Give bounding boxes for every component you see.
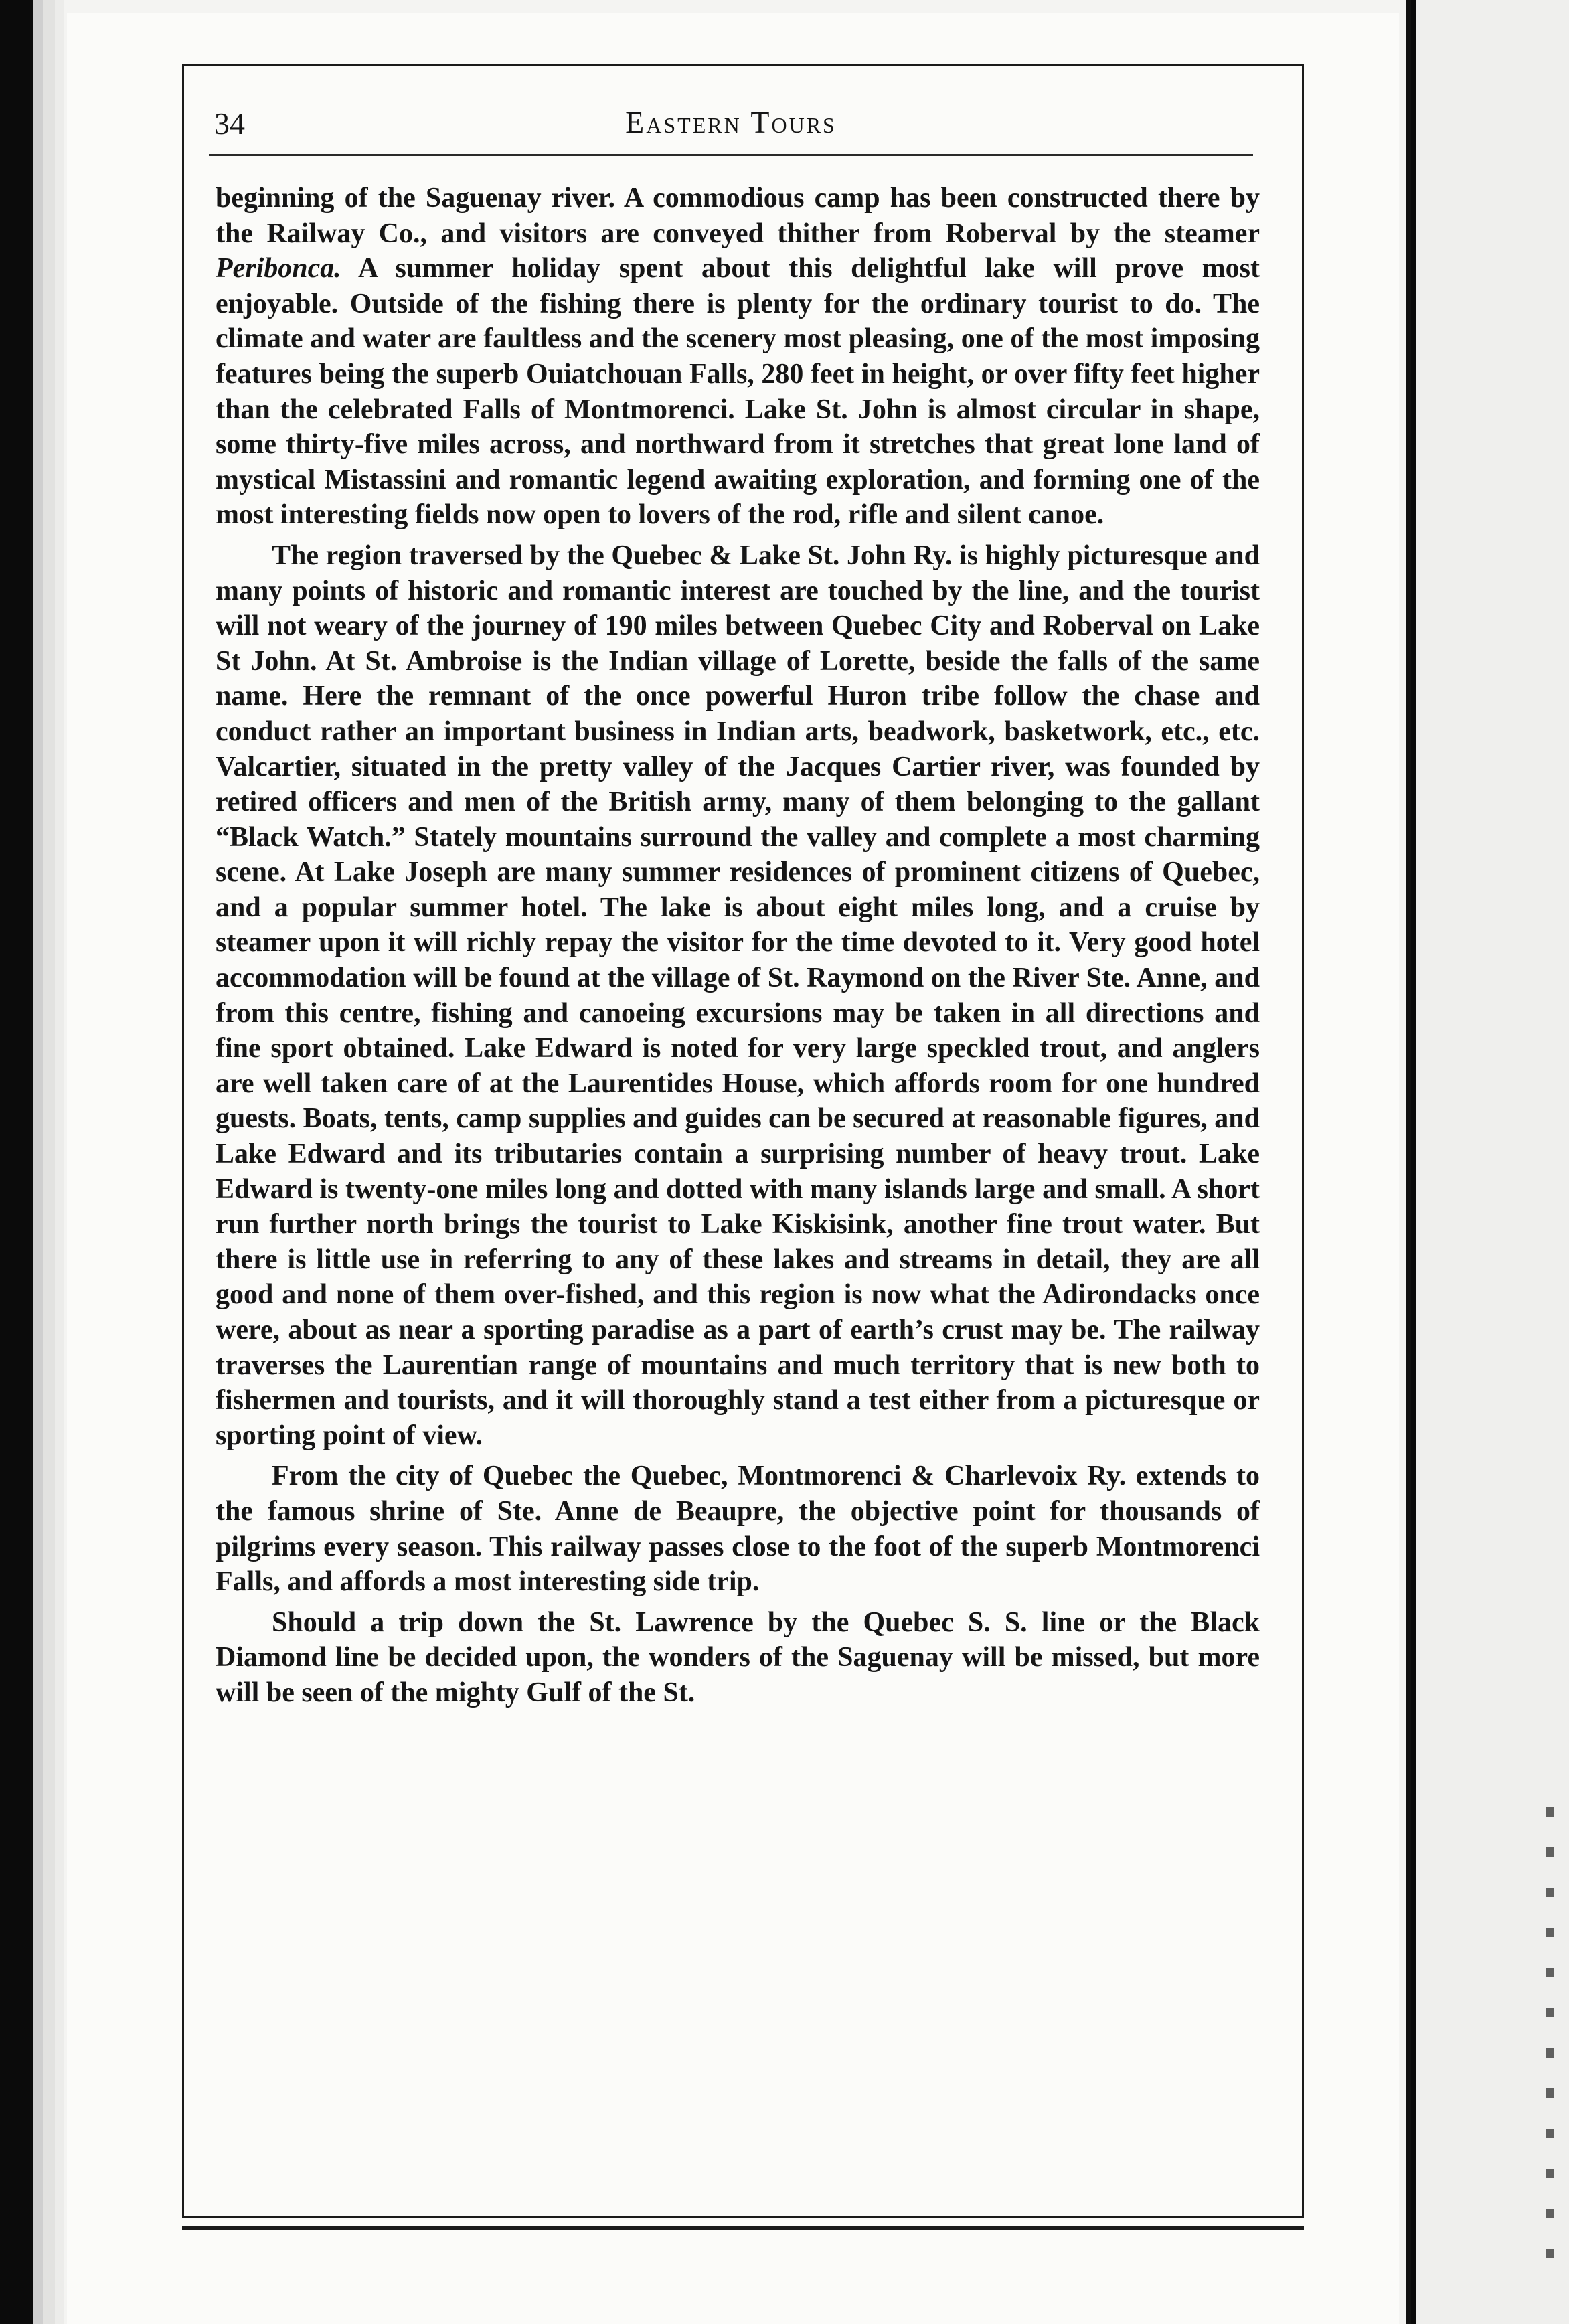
paragraph-text: beginning of the Saguenay river. A commodious camp has been constructed there by the Railway Co., and visitors are conveyed thither from Roberval by the steamer <box>216 183 1260 249</box>
italic-text: Peribonca. <box>216 253 341 284</box>
paragraph-text: The region traversed by the Quebec & Lake St. John Ry. is highly picturesque and many points of historic and romantic interest are touched by the line, and the tourist will not weary of the journey of 190 miles between Quebec City and Roberval on Lake St John. At St. Ambroise is the Indian village of Lorette, beside the falls of the same name. Here the remnant of the once powerful Huron tribe follow the chase and conduct rather an important business in Indian arts, beadwork, basketwork, etc., etc. Valcartier, situated in the pretty valley of the Jacques Cartier river, was founded by retired officers and men of the British army, many of them belonging to the gallant “Black Watch.” Stately mountains surround the valley and complete a most charming scene. At Lake Joseph are many summer residences of prominent citizens of Quebec, and a popular summer hotel. The lake is about eight miles long, and a cruise by steamer upon it will richly repay the visitor for the time devoted to it. Very good hotel accommodation will be found at the village of St. Raymond on the River Ste. Anne, and from this centre, fishing and canoeing excursions may be taken in all directions and fine sport obtained. Lake Edward is noted for very large speckled trout, and anglers are well taken care of at the Laurentides House, which affords room for one hundred guests. Boats, tents, camp supplies and guides can be secured at reasonable figures, and Lake Edward and its tributaries contain a surprising number of heavy trout. Lake Edward is twenty-one miles long and dotted with many islands large and small. A short run further north brings the tourist to Lake Kiskisink, another fine trout water. But there is little use in referring to any of these lakes and streams in detail, they are all good and none of them over-fished, and this region is now what the Adirondacks once were, about as near a sporting paradise as a part of earth’s crust may be. The railway traverses the Laurentian range of mountains and much territory that is new both to fishermen and tourists, and it will thoroughly stand a test either from a picturesque or sporting point of view. <box>216 540 1260 1451</box>
page-number: 34 <box>214 106 245 141</box>
header-rule <box>209 154 1253 156</box>
book-gutter <box>1406 0 1411 2324</box>
paragraph <box>216 538 1260 1453</box>
paragraph <box>216 1459 1260 1599</box>
paragraph-text: From the city of Quebec the Quebec, Montmorenci & Charlevoix Ry. extends to the famous shrine of Ste. Anne de Beaupre, the objective point for thousands of pilgrims every season. This railway passes close to the foot of the superb Montmorenci Falls, and affords a most interesting side trip. <box>216 1461 1260 1598</box>
page-header <box>209 100 1253 154</box>
facing-page-marks <box>1546 1807 1554 2276</box>
paragraph-text: Should a trip down the St. Lawrence by the Quebec S. S. line or the Black Diamond line be decided upon, the wonders of the Saguenay will be missed, but more will be seen of the mighty Gulf of the St. <box>216 1606 1260 1708</box>
paragraph <box>216 1605 1260 1711</box>
paragraph-text: A summer holiday spent about this delightful lake will prove most enjoyable. Outside of the fishing there is plenty for the ordinary tourist to do. The climate and water are faultless and the scenery most pleasing, one of the most imposing features being the superb Ouiatchouan Falls, 280 feet in height, or over fifty feet higher than the celebrated Falls of Montmorenci. Lake St. John is almost circular in shape, some thirty-five miles across, and northward from it stretches that great lone land of mystical Mistassini and romantic legend awaiting exploration, and forming one of the most interesting fields now open to lovers of the rod, rifle and silent canoe. <box>216 253 1260 531</box>
paragraph <box>216 181 1260 533</box>
facing-page-edge <box>1406 0 1569 2324</box>
running-head: Eastern Tours <box>625 105 837 139</box>
body-text <box>216 181 1260 1711</box>
bottom-border-rule <box>182 2226 1304 2230</box>
